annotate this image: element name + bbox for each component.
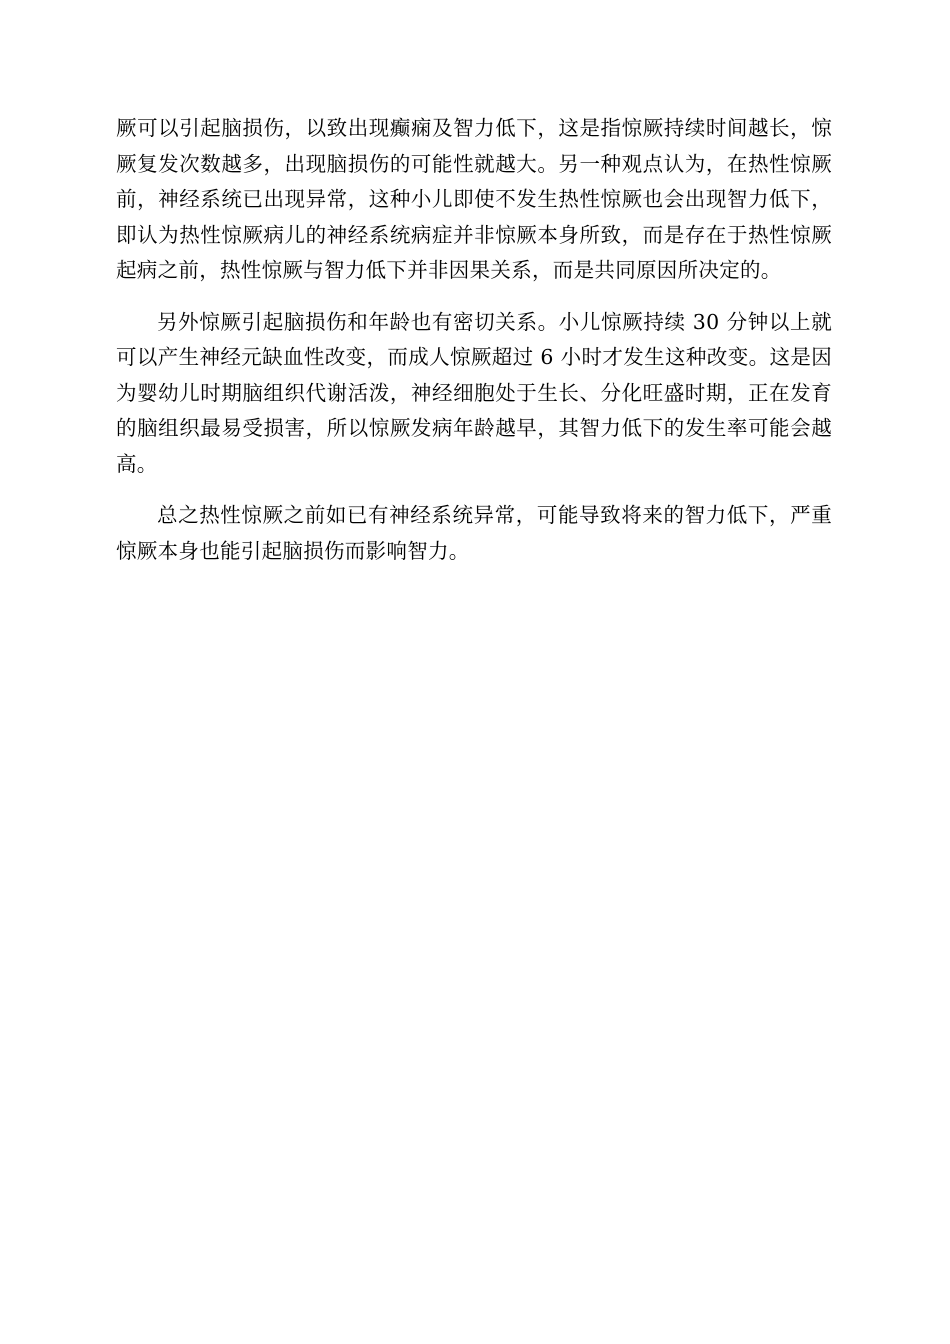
paragraph-conclusion: 总之热性惊厥之前如已有神经系统异常，可能导致将来的智力低下，严重惊厥本身也能引起脑损伤而影响智力。 — [116, 503, 832, 563]
paragraph-continuation: 厥可以引起脑损伤，以致出现癫痫及智力低下，这是指惊厥持续时间越长，惊厥复发次数越多，出现脑损伤的可能性就越大。另一种观点认为，在热性惊厥前，神经系统已出现异常，这种小儿即使不发生热性惊厥也会出现智力低下，即认为热性惊厥病儿的神经系统病症并非惊厥本身所致，而是存在于热性惊厥起病之前，热性惊厥与智力低下并非因果关系，而是共同原因所决定的。 — [116, 116, 832, 282]
document-body — [116, 111, 832, 585]
paragraph-age-relation: 另外惊厥引起脑损伤和年龄也有密切关系。小儿惊厥持续 30 分钟以上就可以产生神经元缺血性改变，而成人惊厥超过 6 小时才发生这种改变。这是因为婴幼儿时期脑组织代谢活泼，神经细胞处于生长、分化旺盛时期，正在发育的脑组织最易受损害，所以惊厥发病年龄越早，其智力低下的发生率可能会越高。 — [116, 309, 832, 476]
